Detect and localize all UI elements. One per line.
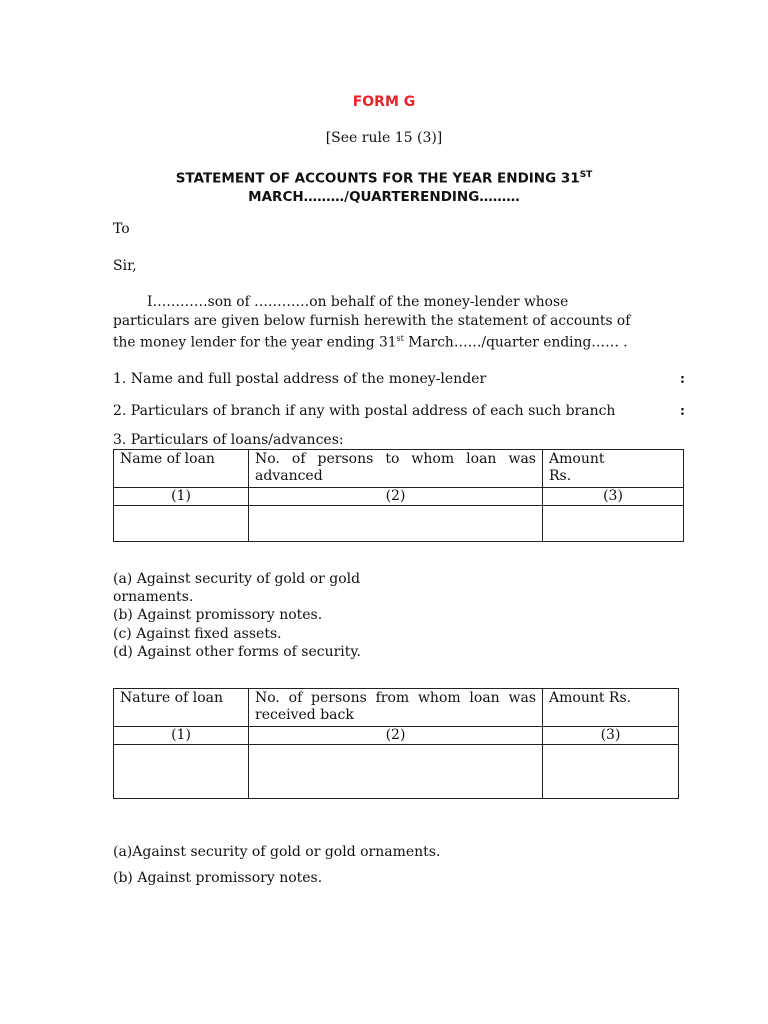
loans-advanced-table (113, 449, 684, 542)
item-2-colon: : (679, 403, 685, 419)
table-header-cell: Name of loan (114, 450, 249, 488)
item-1 (113, 371, 685, 387)
amount-label: Amount Rs. (549, 451, 605, 484)
salutation: Sir, (113, 258, 137, 274)
list-item: (b) Against promissory notes. (113, 607, 323, 624)
intro-paragraph (113, 293, 657, 352)
heading-line1: STATEMENT OF ACCOUNTS FOR THE YEAR ENDING 31 (175, 170, 580, 187)
table-header-cell: No. of persons from whom loan was received back (249, 689, 543, 727)
table-row (114, 506, 684, 542)
loan-type-list-1 (113, 570, 384, 661)
form-title: FORM G (352, 94, 416, 110)
heading-line2: MARCH………/QUARTERENDING……… (248, 188, 520, 205)
heading-sup: ST (579, 170, 593, 180)
table-header-cell (543, 450, 684, 488)
table-row (114, 745, 679, 799)
list-item: (d) Against other forms of security. (113, 643, 361, 660)
list2-item-a: (a)Against security of gold or gold ornaments. (113, 844, 441, 860)
table-number-cell: (3) (543, 727, 679, 745)
para-line-3-sup: st (396, 334, 404, 343)
table-cell (114, 745, 249, 799)
rule-reference: [See rule 15 (3)] (325, 130, 443, 146)
para-line-3b: March……/quarter ending…… . (403, 334, 628, 351)
loans-received-table (113, 688, 679, 799)
para-line-2: particulars are given below furnish herewith the statement of accounts of (113, 312, 631, 329)
table-number-row (114, 727, 679, 745)
to-line: To (113, 221, 130, 237)
table-cell (114, 506, 249, 542)
item-3 (113, 432, 685, 448)
table-cell (543, 506, 684, 542)
table-number-cell: (1) (114, 727, 249, 745)
table-number-cell: (2) (249, 488, 543, 506)
table-cell (249, 506, 543, 542)
item-1-colon: : (679, 371, 685, 387)
table-header-row (114, 689, 679, 727)
list-item: (a) Against security of gold or gold (113, 571, 361, 587)
table-number-cell: (2) (249, 727, 543, 745)
item-2 (113, 403, 685, 419)
table-cell (543, 745, 679, 799)
table-header-cell: Amount Rs. (543, 689, 679, 727)
item-1-text: 1. Name and full postal address of the money-lender (113, 371, 487, 387)
table-number-cell: (1) (114, 488, 249, 506)
item-3-text: 3. Particulars of loans/advances: (113, 432, 344, 448)
item-2-text: 2. Particulars of branch if any with postal address of each such branch (113, 403, 616, 419)
list-item: ornaments. (113, 589, 194, 606)
table-header-cell: No. of persons to whom loan was advanced (249, 450, 543, 488)
table-number-cell: (3) (543, 488, 684, 506)
para-line-1: I…………son of …………on behalf of the money-lender whose (147, 294, 569, 310)
table-cell (249, 745, 543, 799)
table-header-row (114, 450, 684, 488)
para-line-3a: the money lender for the year ending 31 (113, 334, 397, 351)
table-number-row (114, 488, 684, 506)
list-item: (c) Against fixed assets. (113, 625, 282, 642)
statement-heading (0, 166, 768, 206)
list2-item-b: (b) Against promissory notes. (113, 870, 323, 886)
para-line-3 (113, 330, 657, 352)
table-header-cell: Nature of loan (114, 689, 249, 727)
